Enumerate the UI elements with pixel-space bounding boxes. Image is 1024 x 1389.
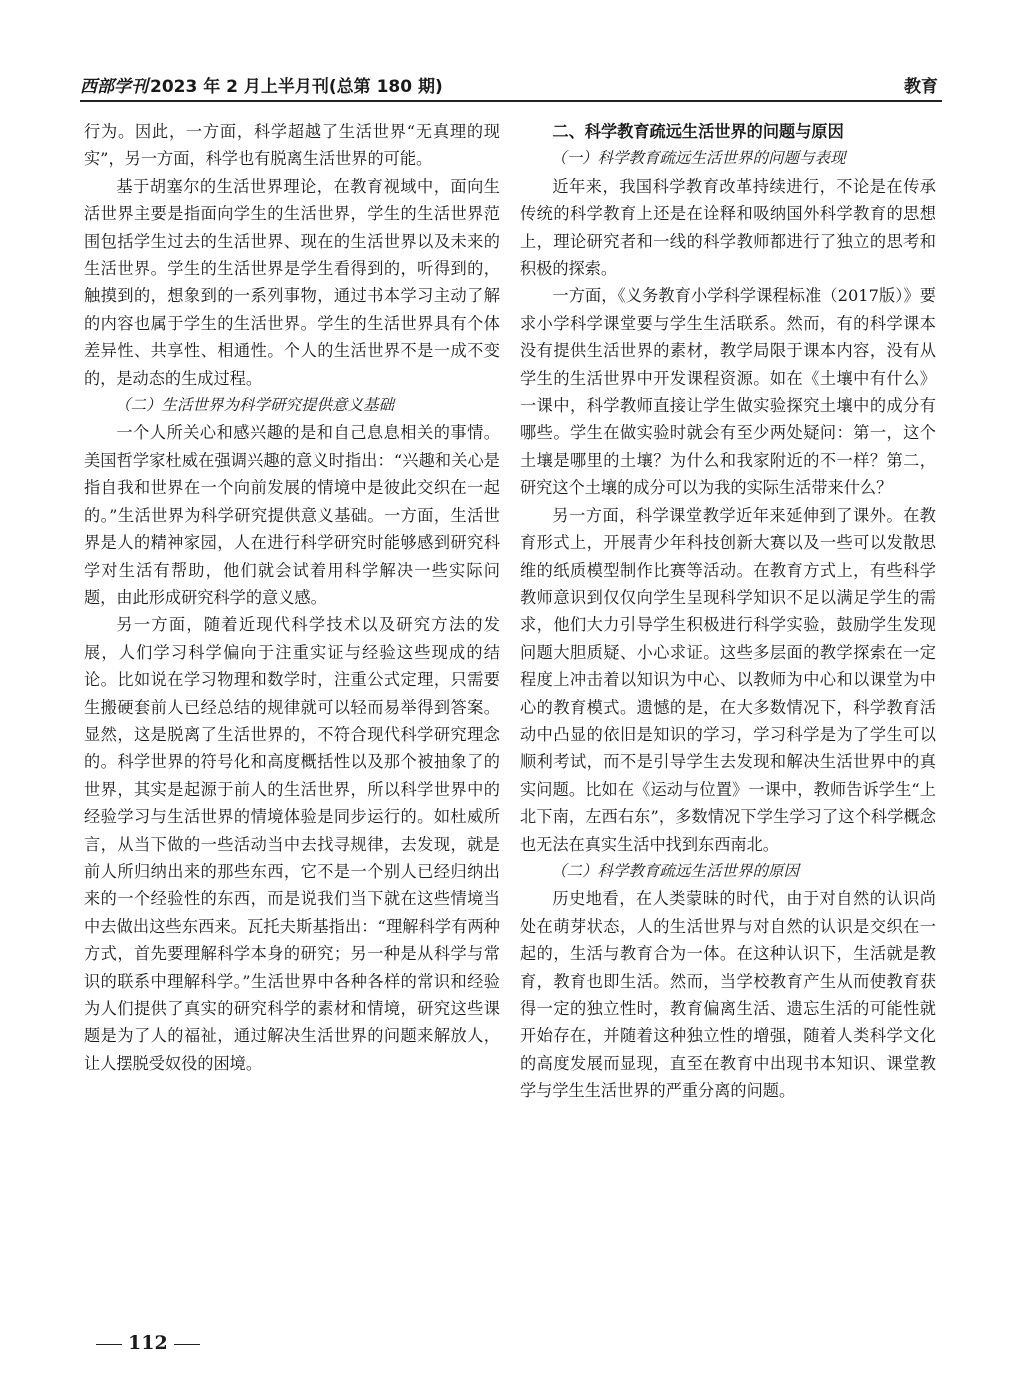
- journal-title: [80, 72, 443, 97]
- page-number: 112: [128, 1332, 168, 1354]
- body-paragraph: 基于胡塞尔的生活世界理论，在教育视域中，面向生活世界主要是指面向学生的生活世界，学生的生活世界范围包括学生过去的生活世界、现在的生活世界以及未来的生活世界。学生的生活世界是学生看得到的，听得到的，触摸到的，想象到的一系列事物，通过书本学习主动了解的内容也属于学生的生活世界。学生的生活世界具有个体差异性、共享性、相通性。个人的生活世界不是一成不变的，是动态的生成过程。: [84, 176, 500, 388]
- subsection-heading: （二）科学教育疏远生活世界的原因: [551, 861, 800, 880]
- body-paragraph: 一方面，《义务教育小学科学课程标准（2017版）》要求小学科学课堂要与学生生活联系。然而，有的科学课本没有提供生活世界的素材，教学局限于课本内容，没有从学生的生活世界中开发课程资源。如在《土壤中有什么》一课中，科学教师直接让学生做实验探究土壤中的成分有哪些。学生在做实验时就会有至少两处疑问：第一，这个土壤是哪里的土壤？为什么和我家附近的不一样？第二，研究这个土壤的成分可以为我的实际生活带来什么？: [520, 286, 936, 498]
- subsection-heading: （一）科学教育疏远生活世界的问题与表现: [551, 149, 846, 168]
- body-paragraph: 历史地看，在人类蒙昧的时代，由于对自然的认识尚处在萌芽状态，人的生活世界与对自然的认识是交织在一起的，生活与教育合为一体。在这种认识下，生活就是教育，教育也即生活。然而，当学校教育产生从而使教育获得一定的独立性时，教育偏离生活、遗忘生活的可能性就开始存在，并随着这种独立性的增强，随着人类科学文化的高度发展而显现，直至在教育中出现书本知识、课堂教学与学生生活世界的严重分离的问题。: [520, 889, 936, 1101]
- page-footer: [90, 1332, 206, 1354]
- journal-logo: 西部学刊: [80, 77, 148, 97]
- subsection-heading: （二）生活世界为科学研究提供意义基础: [115, 396, 395, 415]
- body-paragraph: 近年来，我国科学教育改革持续进行，不论是在传承传统的科学教育上还是在诠释和吸纳国外科学教育的思想上，理论研究者和一线的科学教师都进行了独立的思考和积极的探索。: [520, 176, 936, 279]
- body-paragraph: 另一方面，随着近现代科学技术以及研究方法的发展，人们学习科学偏向于注重实证与经验这些现成的结论。比如说在学习物理和数学时，注重公式定理，只需要生搬硬套前人已经总结的规律就可以轻而易举得到答案。显然，这是脱离了生活世界的，不符合现代科学研究理念的。科学世界的符号化和高度概括性以及那个被抽象了的世界，其实是起源于前人的生活世界，所以科学世界中的经验学习与生活世界的情境体验是同步运行的。如杜威所言，从当下做的一些活动当中去找寻规律，去发现，就是前人所归纳出来的那些东西，它不是一个别人已经归纳出来的一个经验性的东西，而是说我们当下就在这些情境当中去做出这些东西来。瓦托夫斯基指出：“理解科学有两种方式，首先要理解科学本身的研究；另一种是从科学与常识的联系中理解科学。”生活世界中各种各样的常识和经验为人们提供了真实的研究科学的素材和情境，研究这些课题是为了人的福祉，通过解决生活世界的问题来解放人，让人摆脱受奴役的困境。: [84, 615, 500, 1073]
- footer-dash-left: [96, 1344, 122, 1345]
- body-paragraph: 一个人所关心和感兴趣的是和自己息息相关的事情。美国哲学家杜威在强调兴趣的意义时指出：“兴趣和关心是指自我和世界在一个向前发展的情境中是彼此交织在一起的。”生活世界为科学研究提供意义基础。一方面，生活世界是人的精神家园，人在进行科学研究时能够感到研究科学对生活有帮助，他们就会试着用科学解决一些实际问题，由此形成研究科学的意义感。: [84, 423, 500, 607]
- running-header: [80, 72, 942, 102]
- journal-issue: 2023 年 2 月上半月刊(总第 180 期): [150, 77, 443, 97]
- section-label: 教育: [904, 77, 938, 97]
- left-column: [84, 118, 500, 1077]
- body-paragraph: 另一方面，科学课堂教学近年来延伸到了课外。在教育形式上，开展青少年科技创新大赛以及一些可以发散思维的纸质模型制作比赛等活动。在教育方式上，有些科学教师意识到仅仅向学生呈现科学知识不足以满足学生的需求，他们大力引导学生积极进行科学实验，鼓励学生发现问题大胆质疑、小心求证。这些多层面的教学探索在一定程度上冲击着以知识为中心、以教师为中心和以课堂为中心的教育模式。遗憾的是，在大多数情况下，科学教育活动中凸显的依旧是知识的学习，学习科学是为了学生可以顺利考试，而不是引导学生去发现和解决生活世界中的真实问题。比如在《运动与位置》一课中，教师告诉学生“上北下南，左西右东”，多数情况下学生学习了这个科学概念也无法在真实生活中找到东西南北。: [520, 505, 936, 854]
- body-paragraph: 行为。因此，一方面，科学超越了生活世界“无真理的现实”，另一方面，科学也有脱离生活世界的可能。: [84, 122, 500, 169]
- right-column: [520, 118, 936, 1105]
- footer-dash-right: [174, 1344, 200, 1345]
- section-heading: 二、科学教育疏远生活世界的问题与原因: [552, 122, 844, 141]
